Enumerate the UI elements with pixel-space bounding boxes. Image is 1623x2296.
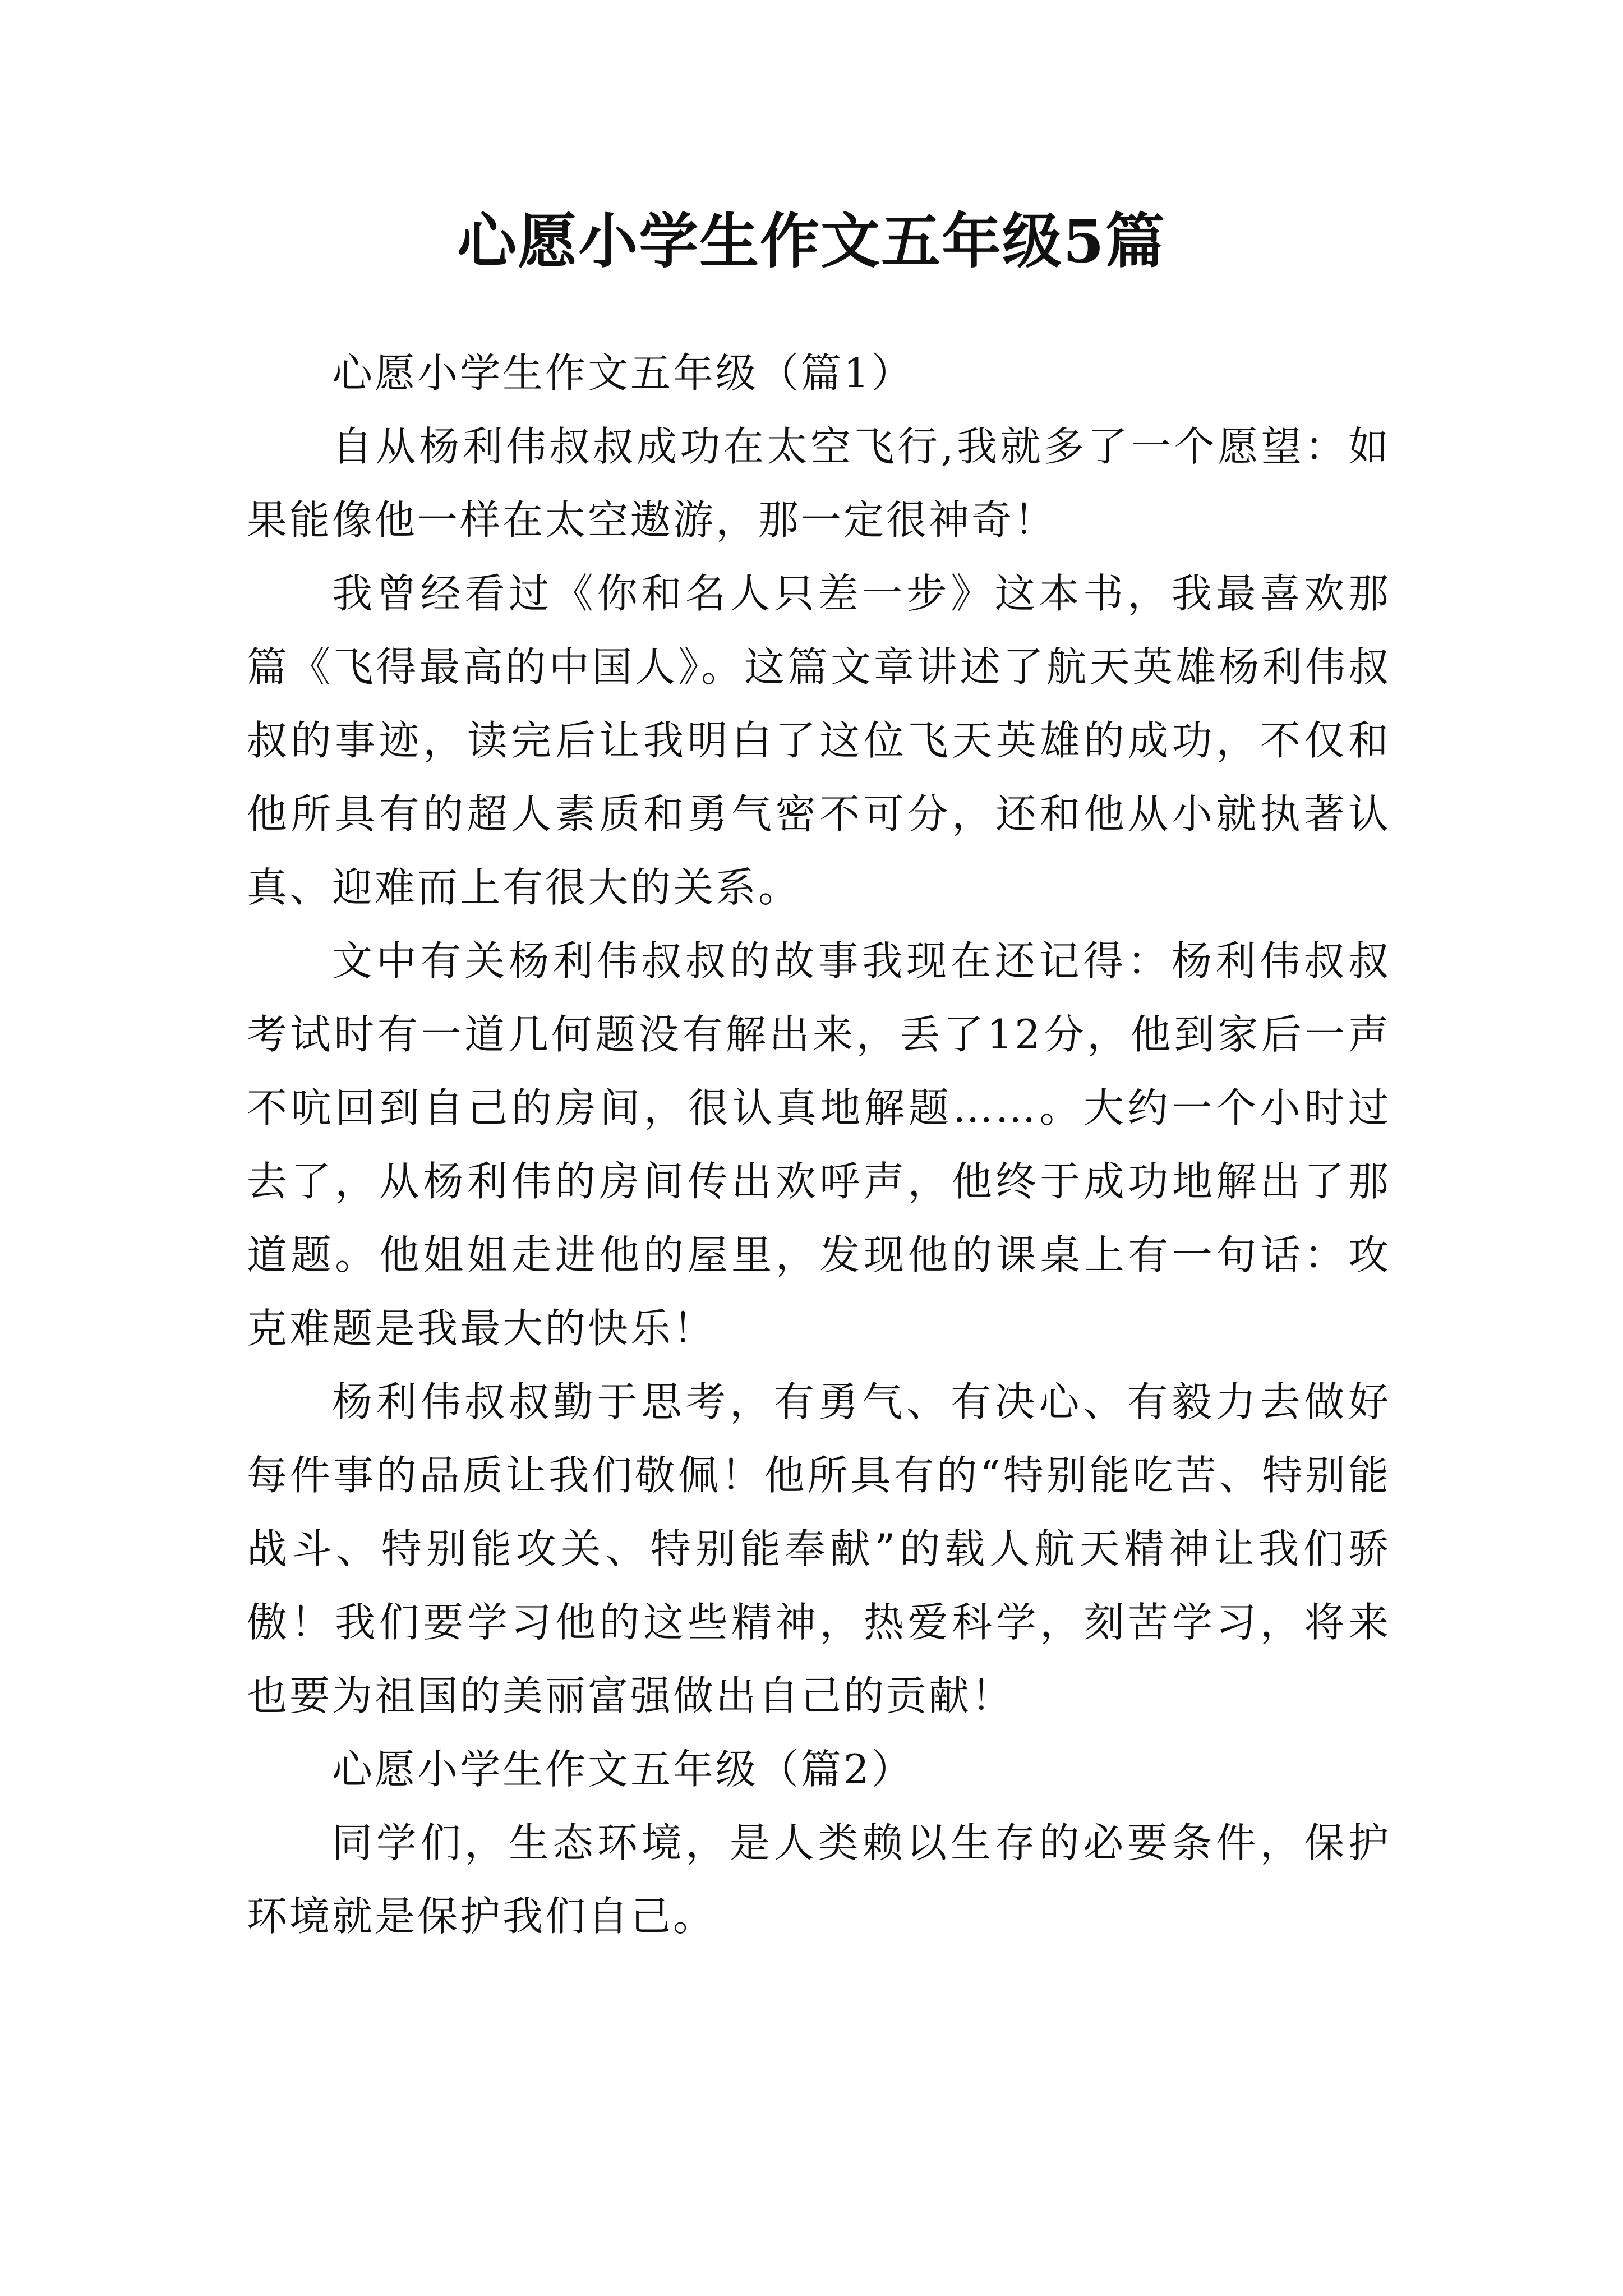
section-heading-1: 心愿小学生作文五年级（篇1） <box>332 349 914 397</box>
paragraph: 我曾经看过《你和名人只差一步》这本书，我最喜欢那篇《飞得最高的中国人》。这篇文章讲述了航天英雄杨利伟叔叔的事迹，读完后让我明白了这位飞天英雄的成功，不仅和他所具有的超人素质和勇气密不可分，还和他从小就执著认真、迎难而上有很大的关系。 <box>247 570 1391 911</box>
section-heading-2: 心愿小学生作文五年级（篇2） <box>332 1746 914 1793</box>
paragraph: 自从杨利伟叔叔成功在太空飞行,我就多了一个愿望：如果能像他一样在太空遨游，那一定很神奇！ <box>247 423 1391 544</box>
paragraph: 文中有关杨利伟叔叔的故事我现在还记得：杨利伟叔叔考试时有一道几何题没有解出来，丢了12分，他到家后一声不吭回到自己的房间，很认真地解题……。大约一个小时过去了，从杨利伟的房间传出欢呼声，他终于成功地解出了那道题。他姐姐走进他的屋里，发现他的课桌上有一句话：攻克难题是我最大的快乐！ <box>247 937 1391 1352</box>
paragraph: 同学们，生态环境，是人类赖以生存的必要条件，保护环境就是保护我们自己。 <box>247 1819 1391 1940</box>
document-body <box>247 337 1391 1953</box>
paragraph: 杨利伟叔叔勤于思考，有勇气、有决心、有毅力去做好每件事的品质让我们敬佩！他所具有的“特别能吃苦、特别能战斗、特别能攻关、特别能奉献”的载人航天精神让我们骄傲！我们要学习他的这些精神，热爱科学，刻苦学习，将来也要为祖国的美丽富强做出自己的贡献！ <box>247 1378 1391 1719</box>
document-title: 心愿小学生作文五年级5篇 <box>457 206 1166 276</box>
